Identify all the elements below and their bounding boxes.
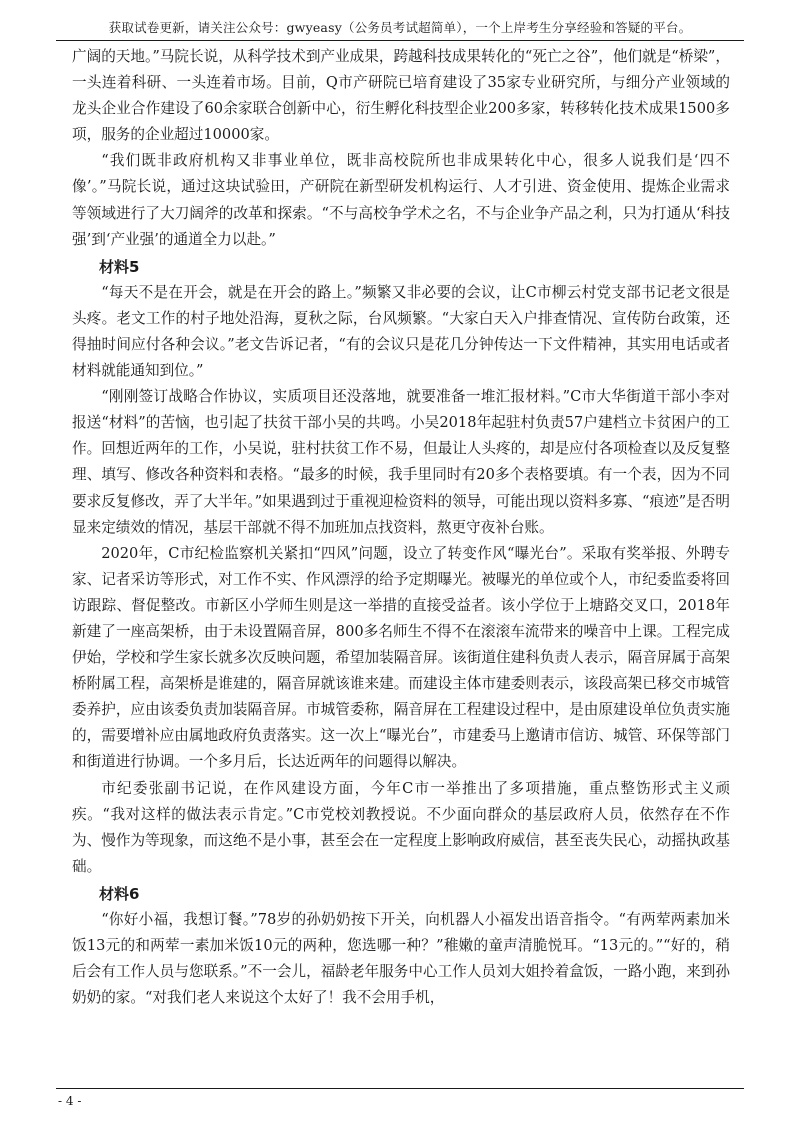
paragraph: “刚刚签订战略合作协议，实质项目还没落地，就要准备一堆汇报材料。”C市大华街道干部小李对报送“材料”的苦恼，也引起了扶贫干部小吴的共鸣。小吴2018年起驻村负责57户建档立卡贫困户的工作。回想近两年的工作，小吴说，驻村扶贫工作不易，但最让人头疼的，却是应付各项检查以及反复整理、填写、修改各种资料和表格。“最多的时候，我手里同时有20多个表格要填。有一个表，因为不同要求反复修改，弄了大半年。”如果遇到过于重视迎检资料的领导，可能出现以资料多寡、“痕迹”是否明显来定绩效的情况，基层干部就不得不加班加点找资料，熬更守夜补台账。 xyxy=(72,388,730,536)
section-heading: 材料5 xyxy=(99,257,140,276)
page-number: - 4 - xyxy=(58,1094,82,1108)
header-divider xyxy=(56,40,744,41)
paragraph: “每天不是在开会，就是在开会的路上。”频繁又非必要的会议，让C市柳云村党支部书记老文很是头疼。老文工作的村子地处沿海，夏秋之际，台风频繁。“大家白天入户排查情况、宣传防台政策，还得抽时间应付各种会议。”老文告诉记者，“有的会议只是花几分钟传达一下文件精神，其实用电话或者材料就能通知到位。” xyxy=(72,283,730,380)
paragraph: “你好小福，我想订餐。”78岁的孙奶奶按下开关，向机器人小福发出语音指令。“有两荤两素加米饭13元的和两荤一素加米饭10元的两种，您选哪一种？”稚嫩的童声清脆悦耳。“13元的。”“好的，稍后会有工作人员与您联系。”不一会儿，福龄老年服务中心工作人员刘大姐拎着盒饭，一路小跑，来到孙奶奶的家。“对我们老人来说这个太好了！我不会用手机， xyxy=(72,910,730,1007)
page-header: 获取试卷更新，请关注公众号：gwyeasy（公务员考试超简单），一个上岸考生分享经验和答疑的平台。 xyxy=(108,20,692,35)
section-heading: 材料6 xyxy=(99,884,140,903)
footer-divider xyxy=(56,1088,744,1089)
paragraph: “我们既非政府机构又非事业单位，既非高校院所也非成果转化中心，很多人说我们是‘四不像’。”马院长说，通过这块试验田，产研院在新型研发机构运行、人才引进、资金使用、提炼企业需求等领域进行了大刀阔斧的改革和探索。“不与高校争学术之名，不与企业争产品之利，只为打通从‘科技强’到‘产业强’的通道全力以赴。” xyxy=(72,152,730,248)
document-body xyxy=(72,44,730,1011)
paragraph: 2020年，C市纪检监察机关紧扣“四风”问题，设立了转变作风“曝光台”。采取有奖举报、外聘专家、记者采访等形式，对工作不实、作风漂浮的给予定期曝光。被曝光的单位或个人，市纪委监委将回访跟踪、督促整改。市新区小学师生则是这一举措的直接受益者。该小学位于上塘路交叉口，2018年新建了一座高架桥，由于未设置隔音屏，800多名师生不得不在滚滚车流带来的噪音中上课。工程完成伊始，学校和学生家长就多次反映问题，希望加装隔音屏。该街道住建科负责人表示，隔音屏属于高架桥附属工程，高架桥是谁建的，隔音屏就该谁来建。而建设主体市建委则表示，该段高架已移交市城管委养护，应由该委负责加装隔音屏。市城管委称，隔音屏在工程建设过程中，是由原建设单位负责实施的，需要增补应由属地政府负责落实。这一次上“曝光台”，市建委马上邀请市信访、城管、环保等部门和街道进行协调。一个多月后，长达近两年的问题得以解决。 xyxy=(72,544,730,771)
paragraph: 市纪委张副书记说，在作风建设方面，今年C市一举推出了多项措施，重点整饬形式主义顽疾。“我对这样的做法表示肯定。”C市党校刘教授说。不少面向群众的基层政府人员，依然存在不作为、慢作为等现象，而这绝不是小事，甚至会在一定程度上影响政府威信，甚至丧失民心，动摇执政基础。 xyxy=(72,779,730,875)
paragraph: 广阔的天地。”马院长说，从科学技术到产业成果，跨越科技成果转化的“死亡之谷”，他们就是“桥梁”，一头连着科研、一头连着市场。目前，Q市产研院已培育建设了35家专业研究所，与细分产业领域的龙头企业合作建设了60余家联合创新中心，衍生孵化科技型企业200多家，转移转化技术成果1500多项，服务的企业超过10000家。 xyxy=(72,48,730,144)
